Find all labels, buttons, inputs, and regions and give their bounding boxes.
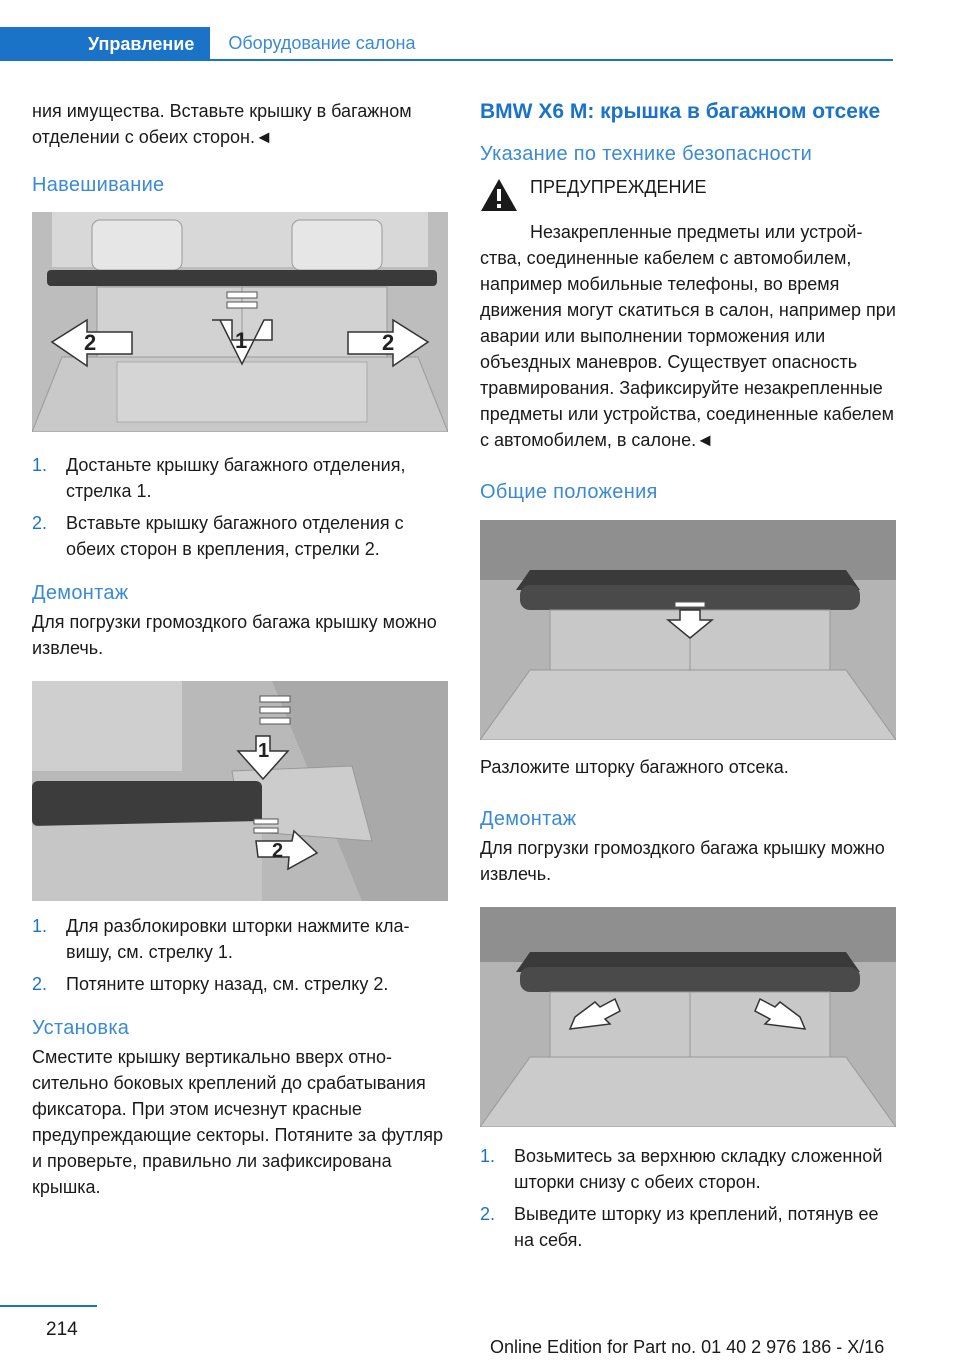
figure-cover-extended xyxy=(480,520,896,740)
list-number: 1. xyxy=(32,455,48,475)
list-item xyxy=(32,510,448,562)
steps-hang-list xyxy=(32,452,448,562)
right-column xyxy=(480,98,896,1253)
heading-remove-right: Демонтаж xyxy=(480,808,577,830)
list-item xyxy=(32,452,448,504)
heading-install: Установка xyxy=(32,1017,130,1039)
list-number: 2. xyxy=(480,1204,496,1224)
list-text: Потяните шторку назад, см. стрелку 2. xyxy=(66,974,389,994)
list-number: 1. xyxy=(480,1146,496,1166)
list-text: Вставьте крышку багажного отделения с обеих сторон в крепления, стрелки 2. xyxy=(66,513,404,559)
general-text: Разложите шторку багажного отсека. xyxy=(480,757,789,777)
list-text: Для разблокировки шторки нажмите клавишу, см. стрелку 1. xyxy=(66,916,410,962)
list-text: Достаньте крышку багажного отделения, стрелка 1. xyxy=(66,455,406,501)
page-number: 214 xyxy=(46,1319,78,1340)
warning-triangle-icon xyxy=(480,174,530,217)
list-text: Выведите шторку из креплений, потянув ее на себя. xyxy=(514,1204,879,1250)
fig2-label-1: 1 xyxy=(258,740,270,762)
list-number: 1. xyxy=(32,916,48,936)
list-item xyxy=(32,913,448,965)
edition-note: Online Edition for Part no. 01 40 2 976 186 - X/16 xyxy=(490,1337,885,1357)
list-text: Возьмитесь за верхнюю складку сложенной шторки снизу с обеих сторон. xyxy=(514,1146,883,1192)
header-tab-control[interactable]: Управление xyxy=(0,27,210,61)
left-column xyxy=(32,98,448,1200)
steps-remove-left-list xyxy=(32,913,448,997)
steps-remove-right-list xyxy=(480,1143,896,1253)
list-number: 2. xyxy=(32,974,48,994)
footer-rule xyxy=(0,1305,97,1307)
list-item xyxy=(480,1143,896,1195)
header-section-title[interactable]: Оборудование салона xyxy=(210,27,893,61)
warning-block xyxy=(480,174,896,217)
list-item xyxy=(480,1201,896,1253)
heading-general: Общие положения xyxy=(480,481,658,503)
figure-remove-cover xyxy=(480,907,896,1127)
intro-text: ния имущества. Вставьте крышку в багажном отделении с обеих сторон.◄ xyxy=(32,101,412,147)
fig1-label-2-left: 2 xyxy=(84,330,97,355)
warning-text: Незакрепленные предметы или устройства, соединенные кабелем с автомобилем, например мобильные телефоны, во время движения могут скатиться в салон, например при аварии или выполнении торможения или объездных маневров. Существует опасность травмирования. Зафиксируйте незакрепленные предметы или устройства, соединенные кабелем с автомобилем, в салоне.◄ xyxy=(480,222,896,450)
list-number: 2. xyxy=(32,513,48,533)
section-title: BMW X6 M: крышка в багажном отсеке xyxy=(480,100,881,123)
heading-remove-left: Демонтаж xyxy=(32,582,129,604)
page-header xyxy=(0,27,893,61)
heading-hang: Навешивание xyxy=(32,174,165,196)
figure-unlock-cover xyxy=(32,681,448,901)
warning-label: ПРЕДУПРЕЖДЕНИЕ xyxy=(530,177,707,197)
remove-text-right: Для погрузки громоздкого багажа крышку можно извлечь. xyxy=(480,838,885,884)
figure-hang-cover xyxy=(32,212,448,432)
remove-text-left: Для погрузки громоздкого багажа крышку можно извлечь. xyxy=(32,612,437,658)
list-item xyxy=(32,971,448,997)
fig1-label-2-right: 2 xyxy=(382,330,395,355)
heading-safety: Указание по технике безопасности xyxy=(480,143,813,165)
install-text: Сместите крышку вертикально вверх относительно боковых креплений до срабатывания фиксатора. При этом исчезнут красные предупреждающие секторы. Потяните за футляр и проверьте, правильно ли зафиксирована крышка. xyxy=(32,1047,444,1197)
fig2-label-2: 2 xyxy=(272,840,284,862)
fig1-label-1: 1 xyxy=(235,328,248,353)
